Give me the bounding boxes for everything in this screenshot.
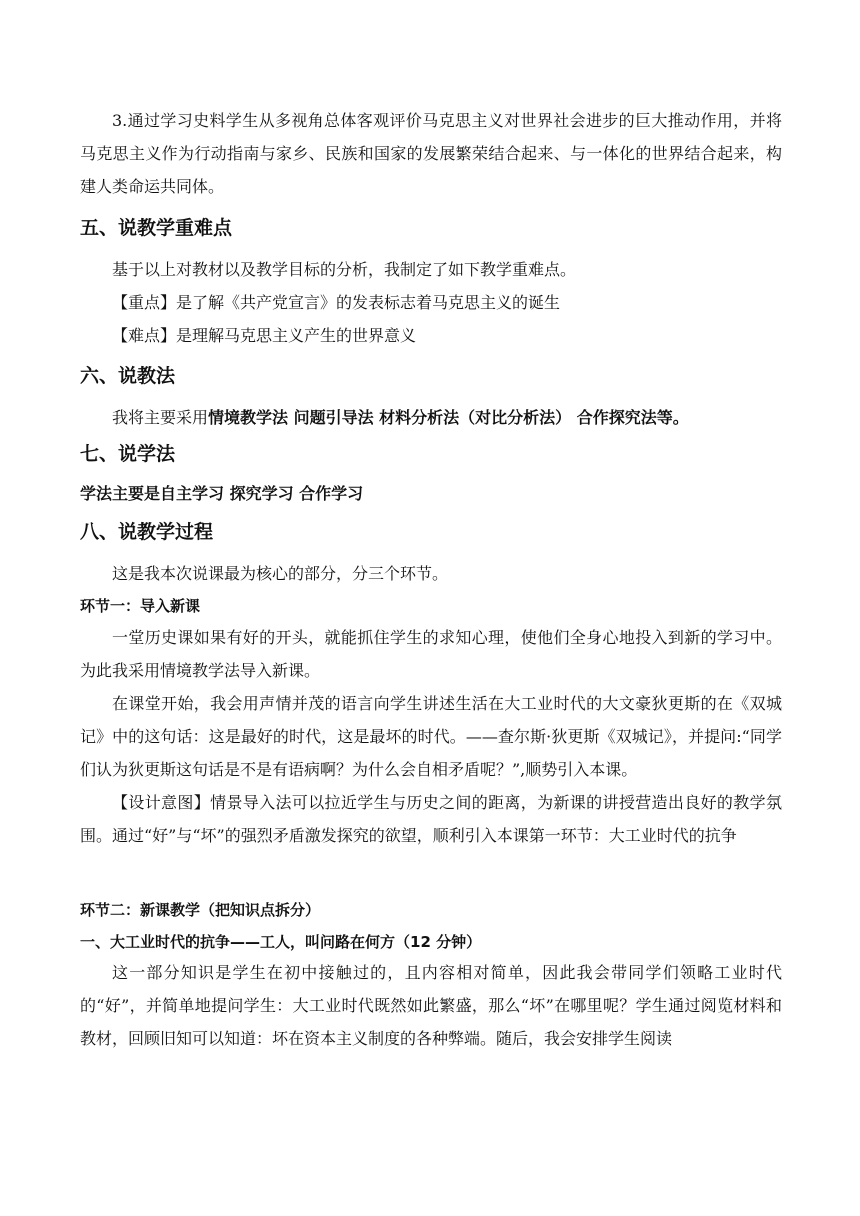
section-5-heading: 五、说教学重难点 <box>80 217 233 239</box>
teaching-methods-list: 情境教学法 问题引导法 材料分析法（对比分析法） 合作探究法等。 <box>208 408 689 427</box>
section-7-heading: 七、说学法 <box>80 443 176 465</box>
teaching-methods-line <box>80 401 782 434</box>
section-6-heading: 六、说教法 <box>80 365 176 387</box>
part-1-paragraph: 这一部分知识是学生在初中接触过的，且内容相对简单，因此我会带同学们领略工业时代的“好”，并简单地提问学生：大工业时代既然如此繁盛，那么“坏”在哪里呢？学生通过阅览材料和教材，回顾旧知可以知道：坏在资本主义制度的各种弊端。随后，我会安排学生阅读 <box>80 963 782 1048</box>
step-1-paragraph-2: 在课堂开始，我会用声情并茂的语言向学生讲述生活在大工业时代的大文豪狄更斯的在《双城记》中的这句话：这是最好的时代，这是最坏的时代。——查尔斯·狄更斯《双城记》，并提问:“同学们认为狄更斯这句话是不是有语病啊？为什么会自相矛盾呢？”,顺势引入本课。 <box>80 694 782 779</box>
learning-methods-line: 学法主要是自主学习 探究学习 合作学习 <box>80 484 364 503</box>
section-8-heading: 八、说教学过程 <box>80 521 214 543</box>
section-8-intro: 这是我本次说课最为核心的部分，分三个环节。 <box>112 564 449 583</box>
step-1-paragraph-1: 一堂历史课如果有好的开头，就能抓住学生的求知心理，使他们全身心地投入到新的学习中。为此我采用情境教学法导入新课。 <box>80 628 782 680</box>
difficulty-line: 【难点】是理解马克思主义产生的世界意义 <box>112 326 417 345</box>
section-5-intro: 基于以上对教材以及教学目标的分析，我制定了如下教学重难点。 <box>112 260 577 279</box>
part-1-title: 一、大工业时代的抗争——工人，叫问路在何方（12 分钟） <box>80 933 482 951</box>
design-intent-paragraph: 【设计意图】情景导入法可以拉近学生与历史之间的距离，为新课的讲授营造出良好的教学氛围。通过“好”与“坏”的强烈矛盾激发探究的欲望，顺利引入本课第一环节：大工业时代的抗争 <box>80 793 782 845</box>
key-point-line: 【重点】是了解《共产党宣言》的发表标志着马克思主义的诞生 <box>112 293 561 312</box>
goal-3-paragraph: 3.通过学习史料学生从多视角总体客观评价马克思主义对世界社会进步的巨大推动作用，并将马克思主义作为行动指南与家乡、民族和国家的发展繁荣结合起来、与一体化的世界结合起来，构建人类命运共同体。 <box>80 111 782 196</box>
step-1-title: 环节一：导入新课 <box>80 597 201 615</box>
teaching-methods-prefix: 我将主要采用 <box>112 408 209 427</box>
step-2-title: 环节二：新课教学（把知识点拆分） <box>80 901 321 919</box>
